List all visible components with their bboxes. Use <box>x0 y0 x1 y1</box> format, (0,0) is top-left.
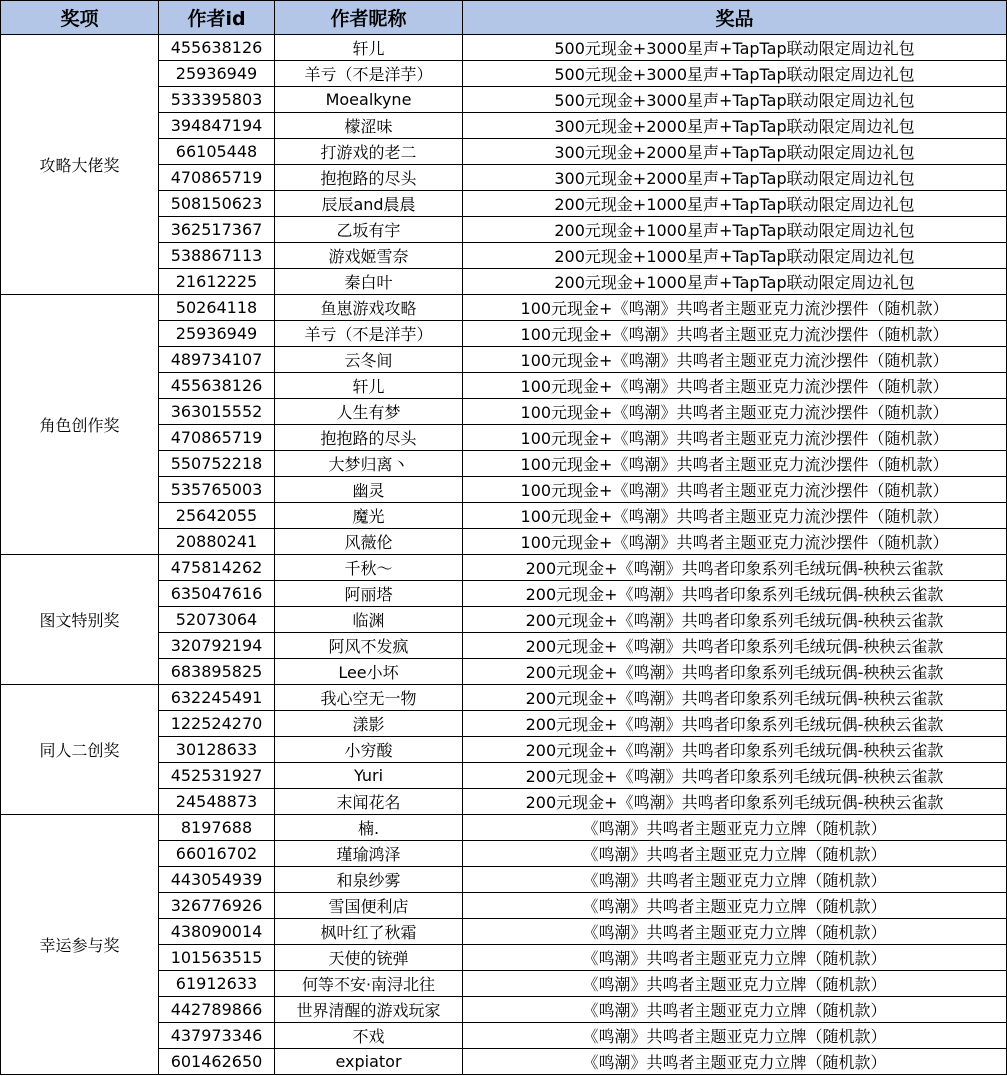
prize-cell: 100元现金+《鸣潮》共鸣者主题亚克力流沙摆件（随机款） <box>463 373 1007 399</box>
author-nickname-cell: 小穷酸 <box>275 737 463 763</box>
author-nickname-cell: 羊亏（不是洋芋） <box>275 321 463 347</box>
prize-cell: 《鸣潮》共鸣者主题亚克力立牌（随机款） <box>463 1023 1007 1049</box>
author-nickname-cell: 打游戏的老二 <box>275 139 463 165</box>
author-id-cell: 25936949 <box>159 321 275 347</box>
author-id-cell: 535765003 <box>159 477 275 503</box>
prize-cell: 200元现金+《鸣潮》共鸣者印象系列毛绒玩偶-秧秧云雀款 <box>463 685 1007 711</box>
author-nickname-cell: 抱抱路的尽头 <box>275 165 463 191</box>
author-id-cell: 326776926 <box>159 893 275 919</box>
prize-cell: 200元现金+1000星声+TapTap联动限定周边礼包 <box>463 217 1007 243</box>
prize-cell: 100元现金+《鸣潮》共鸣者主题亚克力流沙摆件（随机款） <box>463 529 1007 555</box>
author-id-cell: 470865719 <box>159 425 275 451</box>
prize-cell: 200元现金+1000星声+TapTap联动限定周边礼包 <box>463 191 1007 217</box>
author-id-cell: 66016702 <box>159 841 275 867</box>
author-nickname-cell: Yuri <box>275 763 463 789</box>
author-nickname-cell: 鱼崽游戏攻略 <box>275 295 463 321</box>
author-id-cell: 66105448 <box>159 139 275 165</box>
author-id-cell: 550752218 <box>159 451 275 477</box>
author-nickname-cell: Lee小坏 <box>275 659 463 685</box>
prize-cell: 200元现金+《鸣潮》共鸣者印象系列毛绒玩偶-秧秧云雀款 <box>463 659 1007 685</box>
author-nickname-cell: 楠. <box>275 815 463 841</box>
prize-cell: 200元现金+《鸣潮》共鸣者印象系列毛绒玩偶-秧秧云雀款 <box>463 711 1007 737</box>
prize-cell: 《鸣潮》共鸣者主题亚克力立牌（随机款） <box>463 1049 1007 1075</box>
prize-cell: 《鸣潮》共鸣者主题亚克力立牌（随机款） <box>463 815 1007 841</box>
prize-cell: 200元现金+《鸣潮》共鸣者印象系列毛绒玩偶-秧秧云雀款 <box>463 789 1007 815</box>
author-id-cell: 538867113 <box>159 243 275 269</box>
award-category-cell: 同人二创奖 <box>1 685 159 815</box>
author-nickname-cell: 游戏姬雪奈 <box>275 243 463 269</box>
author-id-cell: 25936949 <box>159 61 275 87</box>
author-id-cell: 455638126 <box>159 35 275 61</box>
prize-cell: 100元现金+《鸣潮》共鸣者主题亚克力流沙摆件（随机款） <box>463 399 1007 425</box>
prize-cell: 200元现金+《鸣潮》共鸣者印象系列毛绒玩偶-秧秧云雀款 <box>463 555 1007 581</box>
table-row <box>1 295 1007 321</box>
author-id-cell: 61912633 <box>159 971 275 997</box>
author-id-cell: 8197688 <box>159 815 275 841</box>
prize-cell: 200元现金+《鸣潮》共鸣者印象系列毛绒玩偶-秧秧云雀款 <box>463 581 1007 607</box>
author-id-cell: 443054939 <box>159 867 275 893</box>
author-nickname-cell: 瑾瑜鸿泽 <box>275 841 463 867</box>
table-row <box>1 685 1007 711</box>
author-nickname-cell: 雪国便利店 <box>275 893 463 919</box>
author-nickname-cell: 末闻花名 <box>275 789 463 815</box>
prize-cell: 200元现金+《鸣潮》共鸣者印象系列毛绒玩偶-秧秧云雀款 <box>463 763 1007 789</box>
author-id-cell: 437973346 <box>159 1023 275 1049</box>
author-id-cell: 438090014 <box>159 919 275 945</box>
prize-cell: 100元现金+《鸣潮》共鸣者主题亚克力流沙摆件（随机款） <box>463 295 1007 321</box>
prize-cell: 200元现金+《鸣潮》共鸣者印象系列毛绒玩偶-秧秧云雀款 <box>463 607 1007 633</box>
author-nickname-cell: 人生有梦 <box>275 399 463 425</box>
table-row <box>1 815 1007 841</box>
prize-cell: 500元现金+3000星声+TapTap联动限定周边礼包 <box>463 35 1007 61</box>
author-id-cell: 632245491 <box>159 685 275 711</box>
author-nickname-cell: 千秋～ <box>275 555 463 581</box>
prize-cell: 200元现金+1000星声+TapTap联动限定周边礼包 <box>463 269 1007 295</box>
author-id-cell: 489734107 <box>159 347 275 373</box>
header-award: 奖项 <box>1 1 159 35</box>
author-nickname-cell: 羊亏（不是洋芋） <box>275 61 463 87</box>
author-nickname-cell: 檬涩味 <box>275 113 463 139</box>
author-nickname-cell: 天使的铳弹 <box>275 945 463 971</box>
prize-cell: 100元现金+《鸣潮》共鸣者主题亚克力流沙摆件（随机款） <box>463 425 1007 451</box>
prize-cell: 500元现金+3000星声+TapTap联动限定周边礼包 <box>463 61 1007 87</box>
prize-cell: 200元现金+《鸣潮》共鸣者印象系列毛绒玩偶-秧秧云雀款 <box>463 633 1007 659</box>
author-nickname-cell: 轩儿 <box>275 35 463 61</box>
author-id-cell: 470865719 <box>159 165 275 191</box>
author-nickname-cell: 魔光 <box>275 503 463 529</box>
author-nickname-cell: 抱抱路的尽头 <box>275 425 463 451</box>
prize-cell: 《鸣潮》共鸣者主题亚克力立牌（随机款） <box>463 971 1007 997</box>
header-row <box>1 1 1007 35</box>
author-nickname-cell: 漾影 <box>275 711 463 737</box>
author-id-cell: 455638126 <box>159 373 275 399</box>
author-id-cell: 20880241 <box>159 529 275 555</box>
prize-cell: 《鸣潮》共鸣者主题亚克力立牌（随机款） <box>463 997 1007 1023</box>
prize-cell: 300元现金+2000星声+TapTap联动限定周边礼包 <box>463 113 1007 139</box>
header-author-id: 作者id <box>159 1 275 35</box>
author-id-cell: 362517367 <box>159 217 275 243</box>
author-id-cell: 442789866 <box>159 997 275 1023</box>
prize-cell: 《鸣潮》共鸣者主题亚克力立牌（随机款） <box>463 893 1007 919</box>
author-id-cell: 601462650 <box>159 1049 275 1075</box>
author-id-cell: 122524270 <box>159 711 275 737</box>
header-prize: 奖品 <box>463 1 1007 35</box>
author-nickname-cell: 云冬间 <box>275 347 463 373</box>
author-id-cell: 363015552 <box>159 399 275 425</box>
author-nickname-cell: 风薇伦 <box>275 529 463 555</box>
author-nickname-cell: 辰辰and晨晨 <box>275 191 463 217</box>
author-id-cell: 50264118 <box>159 295 275 321</box>
author-nickname-cell: 轩儿 <box>275 373 463 399</box>
author-nickname-cell: expiator <box>275 1049 463 1075</box>
author-id-cell: 320792194 <box>159 633 275 659</box>
prize-cell: 《鸣潮》共鸣者主题亚克力立牌（随机款） <box>463 945 1007 971</box>
prize-cell: 300元现金+2000星声+TapTap联动限定周边礼包 <box>463 165 1007 191</box>
prize-cell: 100元现金+《鸣潮》共鸣者主题亚克力流沙摆件（随机款） <box>463 477 1007 503</box>
author-id-cell: 533395803 <box>159 87 275 113</box>
author-nickname-cell: 世界清醒的游戏玩家 <box>275 997 463 1023</box>
award-category-cell: 攻略大佬奖 <box>1 35 159 295</box>
author-id-cell: 24548873 <box>159 789 275 815</box>
author-nickname-cell: 秦白叶 <box>275 269 463 295</box>
author-id-cell: 635047616 <box>159 581 275 607</box>
prize-cell: 100元现金+《鸣潮》共鸣者主题亚克力流沙摆件（随机款） <box>463 321 1007 347</box>
prize-cell: 《鸣潮》共鸣者主题亚克力立牌（随机款） <box>463 841 1007 867</box>
author-nickname-cell: 大梦归离丶 <box>275 451 463 477</box>
author-nickname-cell: 不戏 <box>275 1023 463 1049</box>
prize-cell: 500元现金+3000星声+TapTap联动限定周边礼包 <box>463 87 1007 113</box>
author-nickname-cell: 阿丽塔 <box>275 581 463 607</box>
author-nickname-cell: 幽灵 <box>275 477 463 503</box>
prize-cell: 100元现金+《鸣潮》共鸣者主题亚克力流沙摆件（随机款） <box>463 451 1007 477</box>
prize-cell: 100元现金+《鸣潮》共鸣者主题亚克力流沙摆件（随机款） <box>463 347 1007 373</box>
author-nickname-cell: 临渊 <box>275 607 463 633</box>
author-nickname-cell: 阿风不发疯 <box>275 633 463 659</box>
header-author-nickname: 作者昵称 <box>275 1 463 35</box>
prize-cell: 《鸣潮》共鸣者主题亚克力立牌（随机款） <box>463 919 1007 945</box>
author-id-cell: 475814262 <box>159 555 275 581</box>
author-id-cell: 30128633 <box>159 737 275 763</box>
prize-cell: 300元现金+2000星声+TapTap联动限定周边礼包 <box>463 139 1007 165</box>
author-id-cell: 683895825 <box>159 659 275 685</box>
table-body <box>1 35 1007 1075</box>
author-nickname-cell: 乙坂有宇 <box>275 217 463 243</box>
award-category-cell: 角色创作奖 <box>1 295 159 555</box>
table-row <box>1 35 1007 61</box>
award-category-cell: 图文特别奖 <box>1 555 159 685</box>
author-id-cell: 101563515 <box>159 945 275 971</box>
prize-cell: 200元现金+《鸣潮》共鸣者印象系列毛绒玩偶-秧秧云雀款 <box>463 737 1007 763</box>
author-nickname-cell: 和泉纱雾 <box>275 867 463 893</box>
author-id-cell: 25642055 <box>159 503 275 529</box>
author-nickname-cell: 何等不安·南浔北往 <box>275 971 463 997</box>
prize-cell: 200元现金+1000星声+TapTap联动限定周边礼包 <box>463 243 1007 269</box>
prize-cell: 100元现金+《鸣潮》共鸣者主题亚克力流沙摆件（随机款） <box>463 503 1007 529</box>
author-id-cell: 452531927 <box>159 763 275 789</box>
table-row <box>1 555 1007 581</box>
author-nickname-cell: Moealkyne <box>275 87 463 113</box>
author-id-cell: 508150623 <box>159 191 275 217</box>
author-id-cell: 21612225 <box>159 269 275 295</box>
author-nickname-cell: 枫叶红了秋霜 <box>275 919 463 945</box>
award-category-cell: 幸运参与奖 <box>1 815 159 1075</box>
author-id-cell: 394847194 <box>159 113 275 139</box>
author-nickname-cell: 我心空无一物 <box>275 685 463 711</box>
prize-cell: 《鸣潮》共鸣者主题亚克力立牌（随机款） <box>463 867 1007 893</box>
author-id-cell: 52073064 <box>159 607 275 633</box>
